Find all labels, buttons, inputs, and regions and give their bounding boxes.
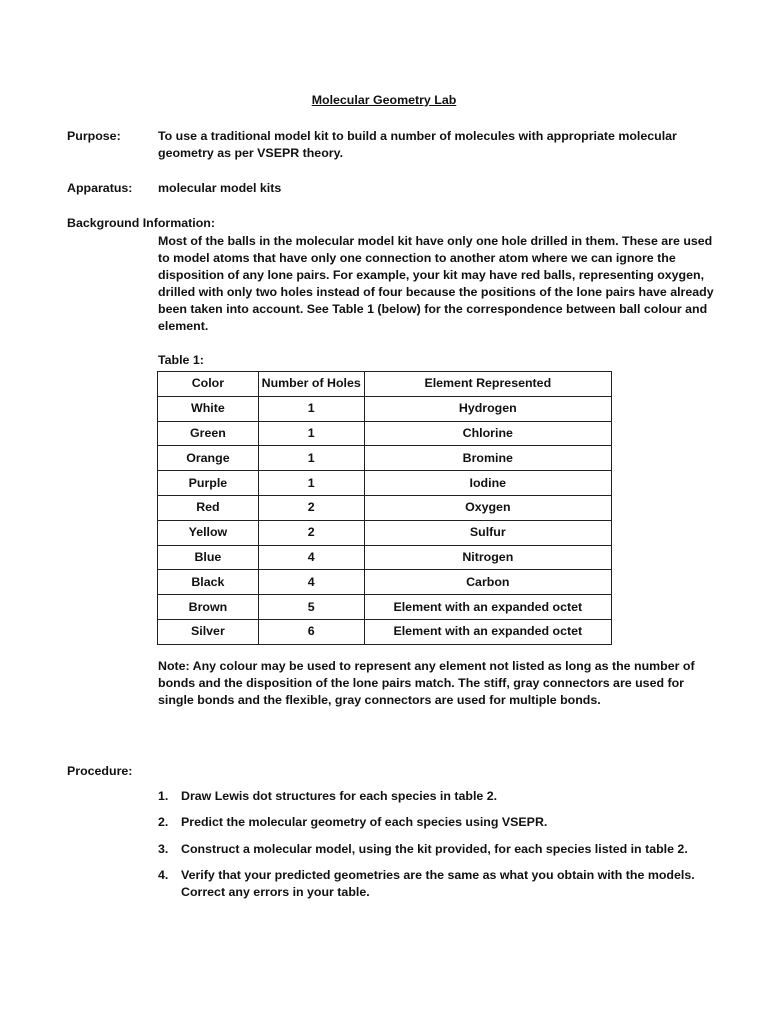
table-row [158, 545, 612, 570]
cell-element: Oxygen [364, 495, 611, 520]
table-row [158, 471, 612, 496]
cell-holes: 1 [258, 446, 364, 471]
cell-color: Orange [158, 446, 259, 471]
cell-holes: 2 [258, 495, 364, 520]
cell-holes: 6 [258, 619, 364, 644]
step-number: 1. [158, 789, 169, 803]
step-text: Predict the molecular geometry of each species using VSEPR. [181, 815, 548, 829]
table-row [158, 520, 612, 545]
cell-color: Blue [158, 545, 259, 570]
ball-color-table [157, 371, 612, 645]
table-row [158, 421, 612, 446]
cell-element: Hydrogen [364, 396, 611, 421]
table-row [158, 570, 612, 595]
cell-element: Sulfur [364, 520, 611, 545]
cell-element: Nitrogen [364, 545, 611, 570]
cell-element: Element with an expanded octet [364, 595, 611, 620]
header-number-of-holes: Number of Holes [258, 372, 364, 397]
step-text: Verify that your predicted geometries are the same as what you obtain with the models. Correct any errors in your table. [181, 868, 695, 899]
cell-holes: 4 [258, 570, 364, 595]
cell-color: Purple [158, 471, 259, 496]
step-text: Construct a molecular model, using the kit provided, for each species listed in table 2. [181, 842, 688, 856]
apparatus-label: Apparatus: [67, 181, 133, 195]
table-row [158, 446, 612, 471]
table-row [158, 396, 612, 421]
background-text: Most of the balls in the molecular model kit have only one hole drilled in them. These are used to model atoms that have only one connection to another atom where we can ignore the disposition of any lone pairs. For example, your kit may have red balls, representing oxygen, drilled with only two holes instead of four because the positions of the lone pairs have already been taken into account. See Table 1 (below) for the correspondence between ball colour and element. [158, 234, 714, 333]
cell-color: Red [158, 495, 259, 520]
purpose-text: To use a traditional model kit to build a number of molecules with appropriate molecular geometry as per VSEPR theory. [158, 129, 677, 160]
header-element-represented: Element Represented [364, 372, 611, 397]
table-row [158, 619, 612, 644]
table-row [158, 595, 612, 620]
page-title: Molecular Geometry Lab [311, 93, 457, 107]
cell-color: Silver [158, 619, 259, 644]
cell-holes: 1 [258, 471, 364, 496]
step-number: 4. [158, 868, 169, 882]
step-number: 3. [158, 842, 169, 856]
cell-holes: 4 [258, 545, 364, 570]
step-text: Draw Lewis dot structures for each species in table 2. [181, 789, 498, 803]
apparatus-text: molecular model kits [158, 181, 282, 195]
cell-element: Element with an expanded octet [364, 619, 611, 644]
header-color: Color [158, 372, 259, 397]
note-text: Note: Any colour may be used to represent any element not listed as long as the number of bonds and the disposition of the lone pairs match. The stiff, gray connectors are used for single bonds and the flexible, gray connectors are used for multiple bonds. [158, 659, 695, 707]
cell-element: Carbon [364, 570, 611, 595]
cell-color: White [158, 396, 259, 421]
background-label: Background Information: [67, 216, 215, 230]
cell-holes: 5 [258, 595, 364, 620]
table-1-caption: Table 1: [158, 353, 204, 367]
cell-holes: 2 [258, 520, 364, 545]
cell-element: Iodine [364, 471, 611, 496]
cell-holes: 1 [258, 396, 364, 421]
cell-color: Brown [158, 595, 259, 620]
table-row [158, 495, 612, 520]
cell-color: Yellow [158, 520, 259, 545]
cell-element: Bromine [364, 446, 611, 471]
purpose-label: Purpose: [67, 129, 121, 143]
cell-color: Black [158, 570, 259, 595]
cell-holes: 1 [258, 421, 364, 446]
cell-element: Chlorine [364, 421, 611, 446]
step-number: 2. [158, 815, 169, 829]
procedure-label: Procedure: [67, 764, 133, 778]
cell-color: Green [158, 421, 259, 446]
table-header-row [158, 372, 612, 397]
